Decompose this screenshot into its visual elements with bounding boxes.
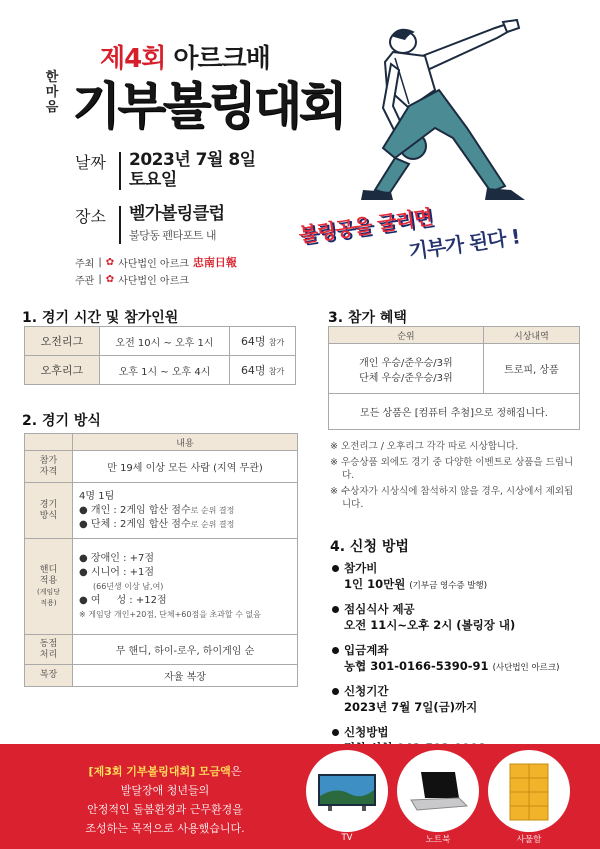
key-text: 경기 방식 [39, 499, 58, 521]
footer-highlight: [제3회 기부볼링대회] 모금액 [88, 765, 231, 778]
bullet-icon [332, 647, 339, 654]
handicap-note: ※ 게임당 개인+20점, 단체+60점을 초과할 수 없음 [79, 609, 261, 619]
section1-title: 1. 경기 시간 및 참가인원 [22, 310, 179, 326]
section2-title: 2. 경기 방식 [22, 413, 101, 429]
side-char: 한 [45, 70, 59, 85]
schedule-table [24, 326, 296, 385]
unit: 참가 [268, 367, 285, 376]
rank-cell [329, 344, 484, 394]
period-value: 2023년 7월 7일(금)까지 [344, 700, 478, 714]
organizer-row [75, 272, 189, 287]
count: 64명 [240, 364, 266, 377]
table-row [25, 451, 298, 483]
divider [119, 152, 121, 190]
account-label: 입금계좌 [344, 643, 389, 657]
edition-number: 제4회 [100, 44, 166, 74]
product-label-locker: 사물함 [516, 835, 542, 845]
count-cell [230, 327, 296, 356]
slogan-line-1: 볼링공을 굴리면 [297, 204, 434, 248]
disabled-text: 장애인 : +7점 [90, 552, 155, 564]
count: 64명 [240, 335, 266, 348]
handicap-disabled: ● 장애인 : +7점 [79, 552, 155, 564]
bullet-icon [332, 688, 339, 695]
date-value [129, 150, 256, 190]
table-row [25, 635, 298, 665]
time-cell: 오전 10시 ~ 오후 1시 [99, 327, 229, 356]
product-label-laptop: 노트북 [425, 835, 451, 845]
place-row [75, 204, 225, 246]
group-line: ● 단체 : 2게임 합산 점수로 순위 결정 [79, 518, 235, 530]
bowler-illustration [335, 18, 560, 208]
note-item: ※ 수상자가 시상식에 참석하지 않을 경우, 시상에서 제외됩니다. [330, 486, 574, 510]
bullet-icon [332, 565, 339, 572]
notes [330, 440, 580, 514]
side-title [40, 70, 64, 115]
indiv-sub: 로 순위 결정 [190, 505, 235, 515]
table-row [329, 394, 580, 430]
slogan-line-2: 기부가 된다 ! [407, 224, 521, 264]
main-title [72, 66, 344, 138]
team-size: 4명 1팀 [79, 490, 115, 502]
indiv-text: 개인 : 2게임 합산 점수 [90, 504, 191, 516]
key-text: 핸디 적용 [39, 564, 58, 586]
key-sub: (게임당 적용) [36, 587, 61, 607]
host-label: 주최 [75, 258, 95, 270]
prize-table [328, 326, 580, 430]
footer-banner [0, 744, 600, 849]
method-value [73, 483, 298, 539]
prize-cell: 트로피, 상품 [483, 344, 579, 394]
table-header [25, 434, 298, 451]
host-org: 사단법인 아르크 [118, 258, 189, 270]
fee-value: 1인 10만원 [344, 577, 406, 591]
meal-label: 점심식사 제공 [344, 602, 415, 616]
league-cell: 오후리그 [25, 356, 100, 385]
table-row [25, 665, 298, 687]
key-text: 참가 자격 [39, 455, 58, 477]
bullet-icon [332, 729, 339, 736]
handicap-senior: ● 시니어 : +1점 [79, 566, 155, 578]
method-table [24, 433, 298, 687]
rank-group: 단체 우승/준우승/3위 [359, 372, 453, 384]
period-item [332, 683, 592, 715]
bullet-icon [332, 606, 339, 613]
unit: 참가 [268, 338, 285, 347]
meal-item [332, 601, 592, 633]
table-row [25, 327, 296, 356]
section3-title: 3. 참가 혜택 [328, 310, 407, 326]
meal-value: 오전 11시~오후 2시 (볼링장 내) [344, 618, 516, 632]
female-text: 여 성 : +12점 [90, 594, 167, 606]
edition-name: 아르크배 [173, 44, 270, 74]
note-item: ※ 우승상품 외에도 경기 중 다양한 이벤트로 상품을 드립니다. [330, 457, 574, 481]
handicap-value [73, 539, 298, 635]
divider [119, 206, 121, 244]
time-cell: 오후 1시 ~ 오후 4시 [99, 356, 229, 385]
laptop-icon [397, 750, 479, 832]
date-text: 2023년 7월 8일 [129, 150, 256, 170]
apply-list [332, 560, 592, 765]
rank-header: 순위 [329, 327, 484, 344]
laptop-image [397, 750, 479, 832]
dress-value: 자율 복장 [73, 665, 298, 687]
qual-key [25, 451, 73, 483]
fee-label: 참가비 [344, 561, 378, 575]
footer-line1-rest: 은 [230, 765, 242, 778]
locker-icon [488, 750, 570, 832]
content-header: 내용 [73, 434, 298, 451]
how-label: 신청방법 [344, 725, 389, 739]
arc-logo-icon: ✿ [105, 256, 115, 268]
method-key [25, 483, 73, 539]
tv-image [306, 750, 388, 832]
senior-text: 시니어 : +1점 [90, 566, 155, 578]
place-text: 벨가볼링클럽 [129, 204, 225, 224]
footer-line4: 조성하는 목적으로 사용했습니다. [85, 822, 245, 835]
empty-header [25, 434, 73, 451]
product-label-tv: TV [341, 833, 353, 843]
day-text: 토요일 [129, 170, 177, 190]
date-row [75, 150, 256, 190]
prize-header: 시상내역 [483, 327, 579, 344]
locker-image [488, 750, 570, 832]
side-char: 음 [45, 100, 59, 115]
table-row [329, 344, 580, 394]
organizer-org: 사단법인 아르크 [118, 276, 189, 287]
key-text: 동점 처리 [39, 638, 58, 660]
dress-key: 복장 [25, 665, 73, 687]
table-row [25, 356, 296, 385]
place-sub: 불당동 펜타포트 내 [129, 229, 217, 242]
all-prizes-cell: 모든 상품은 [컴퓨터 추첨]으로 정해집니다. [329, 394, 580, 430]
footer-line2: 발달장애 청년들의 [120, 784, 210, 797]
place-value [129, 204, 225, 246]
fee-item [332, 560, 592, 592]
tv-icon [306, 750, 388, 832]
group-sub: 로 순위 결정 [190, 519, 235, 529]
section4-title: 4. 신청 방법 [330, 539, 409, 555]
account-note: (사단법인 아르크) [492, 663, 560, 673]
tie-value: 무 핸디, 하이-로우, 하이게임 순 [73, 635, 298, 665]
note-item: ※ 오전리그 / 오후리그 각각 따로 시상합니다. [330, 441, 519, 452]
group-text: 단체 : 2게임 합산 점수 [90, 518, 191, 530]
arc-logo-icon: ✿ [105, 274, 115, 285]
period-label: 신청기간 [344, 684, 389, 698]
footer-line3: 안정적인 돌봄환경과 근무환경을 [87, 803, 243, 816]
main-title-text: 기부볼링대회 [72, 77, 344, 135]
tie-key [25, 635, 73, 665]
rank-indiv: 개인 우승/준우승/3위 [359, 357, 453, 369]
footer-text [40, 762, 290, 838]
handicap-female: ● 여 성 : +12점 [79, 594, 167, 606]
handicap-key [25, 539, 73, 635]
divider: | [98, 274, 102, 285]
fee-note: (기부금 영수증 발행) [409, 581, 488, 591]
table-row [25, 483, 298, 539]
count-cell [230, 356, 296, 385]
table-row [25, 539, 298, 635]
senior-sub: (66년생 이상 남,여) [93, 581, 164, 591]
indiv-line: ● 개인 : 2게임 합산 점수로 순위 결정 [79, 504, 235, 516]
side-char: 마 [45, 85, 59, 100]
newspaper-logo: 忠南日報 [192, 256, 237, 269]
qual-value: 만 19세 이상 모든 사람 (지역 무관) [73, 451, 298, 483]
table-header [329, 327, 580, 344]
host-row [75, 254, 237, 270]
league-cell: 오전리그 [25, 327, 100, 356]
account-item [332, 642, 592, 674]
place-label: 장소 [75, 207, 106, 226]
account-value: 농협 301-0166-5390-91 [344, 659, 489, 673]
organizer-label: 주관 [75, 276, 95, 287]
date-label: 날짜 [75, 153, 106, 172]
divider: | [98, 256, 102, 268]
